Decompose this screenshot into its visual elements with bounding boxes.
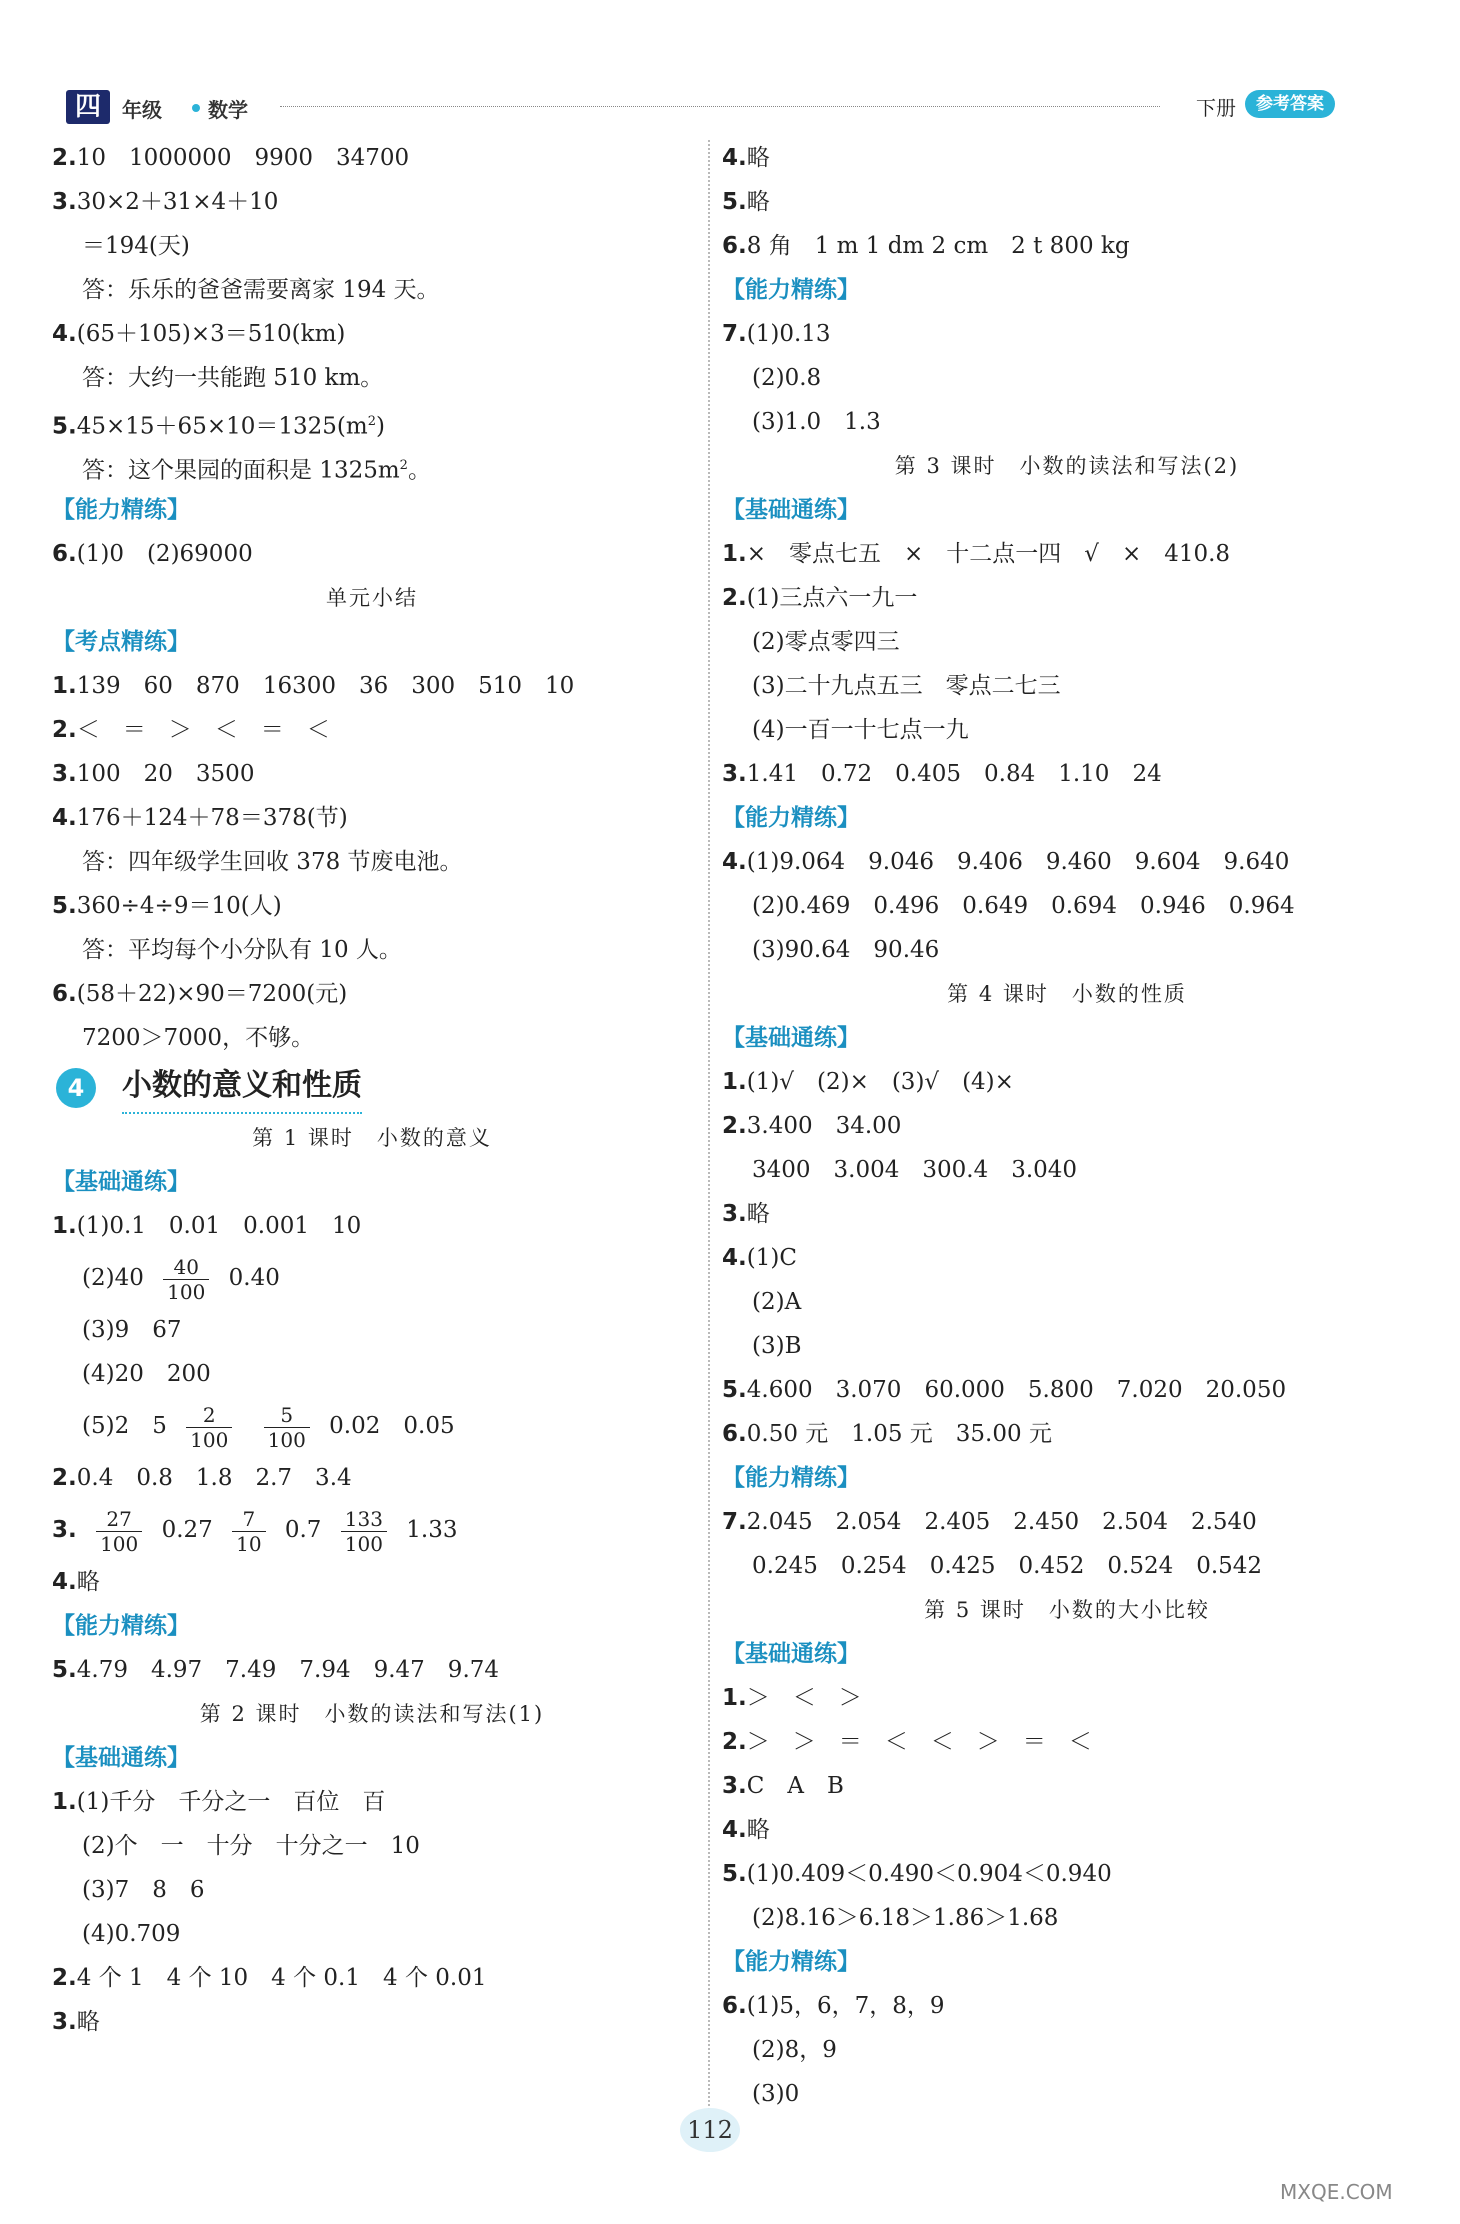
answer-line: (3)B bbox=[752, 1333, 802, 1359]
answer-text: 30×2＋31×4＋10 bbox=[76, 189, 279, 215]
numerator: 2 bbox=[186, 1403, 232, 1428]
answer-text: (58＋22)×90＝7200(元) bbox=[76, 981, 348, 1007]
answer-line: (2)个 一 十分 十分之一 10 bbox=[82, 1833, 420, 1859]
question-number: 4. bbox=[722, 1245, 747, 1271]
section-tag: 【能力精练】 bbox=[722, 1465, 860, 1491]
answer-line bbox=[52, 1648, 692, 1692]
answer-line: (2)A bbox=[752, 1289, 802, 1315]
answer-line: (4)一百一十七点一九 bbox=[752, 717, 969, 743]
answer-text: 。 bbox=[407, 457, 431, 484]
superscript: 2 bbox=[367, 414, 376, 429]
section-tag: 【能力精练】 bbox=[722, 1949, 860, 1975]
fraction bbox=[264, 1403, 310, 1452]
answer-text: C A B bbox=[746, 1773, 844, 1799]
answer-line bbox=[52, 532, 692, 576]
answer-line: (3)0 bbox=[752, 2081, 800, 2107]
fraction bbox=[96, 1507, 142, 1556]
question-number: 5. bbox=[52, 893, 77, 919]
lesson-heading: 第 4 课时 小数的性质 bbox=[947, 982, 1187, 1006]
section-tag: 【考点精练】 bbox=[52, 629, 190, 655]
question-number: 5. bbox=[722, 1861, 747, 1887]
answer-line bbox=[52, 664, 692, 708]
grade-badge: 四 bbox=[66, 90, 110, 124]
answer-line: 答：四年级学生回收 378 节废电池。 bbox=[82, 849, 463, 875]
answer-text: × 零点七五 × 十二点一四 √ × 410.8 bbox=[746, 541, 1231, 567]
numerator: 7 bbox=[232, 1507, 265, 1532]
answer-text: ＞ ＜ ＞ bbox=[746, 1685, 862, 1711]
answer-line bbox=[52, 136, 692, 180]
question-number: 4. bbox=[722, 145, 747, 171]
question-number: 1. bbox=[722, 1685, 747, 1711]
question-number: 1. bbox=[52, 673, 77, 699]
question-number: 6. bbox=[722, 233, 747, 259]
subject-label: 数学 bbox=[208, 98, 248, 122]
denominator: 100 bbox=[267, 1427, 306, 1452]
question-number: 6. bbox=[52, 981, 77, 1007]
question-number: 1. bbox=[52, 1213, 77, 1239]
question-number: 1. bbox=[722, 1069, 747, 1095]
answer-text: 略 bbox=[746, 189, 770, 215]
answer-line bbox=[52, 884, 692, 928]
denominator: 100 bbox=[167, 1279, 206, 1304]
section-tag: 【基础通练】 bbox=[722, 1025, 860, 1051]
question-number: 6. bbox=[52, 541, 77, 567]
answer-line bbox=[722, 752, 1412, 796]
unit-title bbox=[52, 1060, 692, 1116]
section-tag: 【基础通练】 bbox=[52, 1745, 190, 1771]
question-number: 3. bbox=[722, 1773, 747, 1799]
fraction bbox=[163, 1255, 209, 1304]
answer-line bbox=[52, 796, 692, 840]
answer-line bbox=[722, 1368, 1412, 1412]
section-tag: 【能力精练】 bbox=[52, 1613, 190, 1639]
answer-line bbox=[722, 1852, 1412, 1896]
answer-line: (4)20 200 bbox=[82, 1361, 211, 1387]
answer-line bbox=[722, 180, 1412, 224]
question-number: 6. bbox=[722, 1421, 747, 1447]
fraction bbox=[186, 1403, 232, 1452]
answer-line: (3)1.0 1.3 bbox=[752, 409, 881, 435]
answer-text: 45×15＋65×10＝1325(m bbox=[76, 413, 368, 440]
answer-line: 答：大约一共能跑 510 km。 bbox=[82, 365, 384, 391]
question-number: 2. bbox=[52, 145, 77, 171]
answer-text: (1)√ (2)× (3)√ (4)× bbox=[746, 1069, 1014, 1095]
answer-line: (2)8，9 bbox=[752, 2037, 837, 2063]
fraction bbox=[341, 1507, 387, 1556]
answer-text: 2.045 2.054 2.405 2.450 2.504 2.540 bbox=[746, 1509, 1257, 1535]
answer-line bbox=[52, 1204, 692, 1248]
answer-text: 略 bbox=[746, 1817, 770, 1843]
question-number: 1. bbox=[52, 1789, 77, 1815]
answer-line: (4)0.709 bbox=[82, 1921, 181, 1947]
answer-line bbox=[52, 400, 692, 444]
answer-line bbox=[52, 708, 692, 752]
answer-line bbox=[722, 1676, 1412, 1720]
answer-line bbox=[722, 1500, 1412, 1544]
question-number: 5. bbox=[722, 1377, 747, 1403]
question-number: 5. bbox=[52, 413, 77, 440]
answer-text: 1.41 0.72 0.405 0.84 1.10 24 bbox=[746, 761, 1162, 787]
question-number: 6. bbox=[722, 1993, 747, 2019]
header-divider bbox=[280, 106, 1160, 107]
left-column bbox=[52, 136, 692, 2044]
question-number: 3. bbox=[52, 189, 77, 215]
answer-text: 4 个 1 4 个 10 4 个 0.1 4 个 0.01 bbox=[76, 1965, 487, 1991]
answer-text: (1)0 (2)69000 bbox=[76, 541, 253, 567]
question-number: 2. bbox=[52, 1465, 77, 1491]
answer-line bbox=[52, 2000, 692, 2044]
grade-label: 年级 bbox=[122, 98, 162, 122]
answer-line bbox=[52, 1560, 692, 1604]
answer-line bbox=[52, 1780, 692, 1824]
question-number: 2. bbox=[722, 1729, 747, 1755]
denominator: 10 bbox=[236, 1531, 262, 1556]
question-number: 2. bbox=[722, 585, 747, 611]
question-number: 3. bbox=[52, 761, 77, 787]
section-tag: 【基础通练】 bbox=[722, 497, 860, 523]
question-number: 7. bbox=[722, 1509, 747, 1535]
answer-line bbox=[52, 312, 692, 356]
answer-text: (1)9.064 9.046 9.406 9.460 9.604 9.640 bbox=[746, 849, 1290, 875]
answer-text: 176＋124＋78＝378(节) bbox=[76, 805, 348, 831]
question-number: 5. bbox=[722, 189, 747, 215]
question-number: 4. bbox=[722, 849, 747, 875]
answer-text: 略 bbox=[746, 145, 770, 171]
answer-line: (3)二十九点五三 零点二七三 bbox=[752, 673, 1061, 699]
answer-text: 4.79 4.97 7.49 7.94 9.47 9.74 bbox=[76, 1657, 500, 1683]
answer-text: 略 bbox=[76, 2009, 100, 2035]
answer-line: 7200＞7000，不够。 bbox=[82, 1025, 315, 1051]
answer-text: 0.7 bbox=[284, 1517, 322, 1543]
answer-text: ) bbox=[375, 413, 385, 440]
answer-text: 139 60 870 16300 36 300 510 10 bbox=[76, 673, 575, 699]
denominator: 100 bbox=[190, 1427, 229, 1452]
separator-dot-icon bbox=[192, 104, 200, 112]
numerator: 40 bbox=[163, 1255, 209, 1280]
answer-line bbox=[52, 1456, 692, 1500]
answer-text: 略 bbox=[746, 1201, 770, 1227]
watermark: MXQE.COM bbox=[1280, 2180, 1393, 2204]
answer-line: (2)0.8 bbox=[752, 365, 822, 391]
question-number: 2. bbox=[52, 1965, 77, 1991]
section-tag: 【基础通练】 bbox=[722, 1641, 860, 1667]
answer-line: (3)90.64 90.46 bbox=[752, 937, 940, 963]
answer-line bbox=[52, 1396, 692, 1456]
answer-text: 3.400 34.00 bbox=[746, 1113, 902, 1139]
lesson-heading: 第 3 课时 小数的读法和写法(2) bbox=[894, 454, 1240, 478]
answer-text: 10 1000000 9900 34700 bbox=[76, 145, 410, 171]
question-number: 4. bbox=[52, 1569, 77, 1595]
answer-text: (1)5，6，7，8，9 bbox=[746, 1993, 945, 2019]
answer-line bbox=[52, 1500, 692, 1560]
answer-line bbox=[722, 224, 1412, 268]
answer-line bbox=[722, 136, 1412, 180]
answer-line bbox=[722, 532, 1412, 576]
page-number: 112 bbox=[680, 2108, 740, 2152]
section-tag: 【基础通练】 bbox=[52, 1169, 190, 1195]
answer-text: 0.50 元 1.05 元 35.00 元 bbox=[746, 1421, 1052, 1447]
lesson-heading: 第 5 课时 小数的大小比较 bbox=[924, 1598, 1210, 1622]
answer-line bbox=[722, 1060, 1412, 1104]
section-heading: 单元小结 bbox=[326, 586, 418, 610]
answer-text: 1.33 bbox=[406, 1517, 458, 1543]
numerator: 133 bbox=[341, 1507, 387, 1532]
answer-text: 0.27 bbox=[161, 1517, 213, 1543]
page-header bbox=[40, 88, 1340, 124]
answer-line: (3)7 8 6 bbox=[82, 1877, 205, 1903]
answer-line bbox=[722, 1104, 1412, 1148]
answer-line bbox=[722, 1808, 1412, 1852]
answer-text: 答：这个果园的面积是 1325m bbox=[82, 457, 400, 484]
question-number: 7. bbox=[722, 321, 747, 347]
answer-text: 0.02 0.05 bbox=[329, 1413, 455, 1439]
answer-line bbox=[722, 576, 1412, 620]
answer-line bbox=[722, 312, 1412, 356]
answer-text: (1)0.1 0.01 0.001 10 bbox=[76, 1213, 362, 1239]
question-number: 4. bbox=[52, 805, 77, 831]
answer-text: 100 20 3500 bbox=[76, 761, 255, 787]
denominator: 100 bbox=[100, 1531, 139, 1556]
lesson-heading: 第 1 课时 小数的意义 bbox=[252, 1126, 492, 1150]
answer-text: 略 bbox=[76, 1569, 100, 1595]
unit-number-badge: 4 bbox=[56, 1068, 96, 1108]
question-number: 2. bbox=[52, 717, 77, 743]
answer-text: 4.600 3.070 60.000 5.800 7.020 20.050 bbox=[746, 1377, 1287, 1403]
numerator: 5 bbox=[264, 1403, 310, 1428]
question-number: 2. bbox=[722, 1113, 747, 1139]
section-tag: 【能力精练】 bbox=[722, 277, 860, 303]
right-column bbox=[722, 136, 1412, 2116]
question-number: 5. bbox=[52, 1657, 77, 1683]
column-divider bbox=[708, 140, 710, 2130]
answer-text: (5)2 5 bbox=[82, 1413, 167, 1439]
question-number: 3. bbox=[52, 1517, 77, 1543]
superscript: 2 bbox=[399, 458, 408, 473]
answer-text: 360÷4÷9＝10(人) bbox=[76, 893, 282, 919]
answer-text: ＜ ＝ ＞ ＜ ＝ ＜ bbox=[76, 717, 330, 743]
answer-line: 答：乐乐的爸爸需要离家 194 天。 bbox=[82, 277, 440, 303]
answer-line bbox=[52, 1248, 692, 1308]
answer-text: (2)40 bbox=[82, 1265, 144, 1291]
answer-line: 3400 3.004 300.4 3.040 bbox=[752, 1157, 1078, 1183]
answer-text: (1)C bbox=[746, 1245, 797, 1271]
answer-text: 0.40 bbox=[228, 1265, 280, 1291]
question-number: 1. bbox=[722, 541, 747, 567]
answer-line bbox=[722, 1764, 1412, 1808]
question-number: 3. bbox=[52, 2009, 77, 2035]
answer-key-badge: 参考答案 bbox=[1245, 90, 1335, 118]
answer-text: 0.4 0.8 1.8 2.7 3.4 bbox=[76, 1465, 352, 1491]
answer-text: 8 角 1 m 1 dm 2 cm 2 t 800 kg bbox=[746, 233, 1130, 259]
answer-text: (1)千分 千分之一 百位 百 bbox=[76, 1789, 386, 1815]
answer-line bbox=[722, 1236, 1412, 1280]
question-number: 3. bbox=[722, 761, 747, 787]
fraction bbox=[232, 1507, 265, 1556]
answer-line: (2)0.469 0.496 0.649 0.694 0.946 0.964 bbox=[752, 893, 1295, 919]
question-number: 4. bbox=[722, 1817, 747, 1843]
answer-line bbox=[722, 1412, 1412, 1456]
answer-line: 答：平均每个小分队有 10 人。 bbox=[82, 937, 402, 963]
answer-line bbox=[722, 1720, 1412, 1764]
answer-line bbox=[52, 444, 692, 488]
lesson-heading: 第 2 课时 小数的读法和写法(1) bbox=[199, 1702, 545, 1726]
question-number: 4. bbox=[52, 321, 77, 347]
answer-text: (1)三点六一九一 bbox=[746, 585, 918, 611]
numerator: 27 bbox=[96, 1507, 142, 1532]
volume-label: 下册 bbox=[1196, 96, 1236, 120]
answer-line bbox=[52, 972, 692, 1016]
answer-text: ＞ ＞ ＝ ＜ ＜ ＞ ＝ ＜ bbox=[746, 1729, 1092, 1755]
section-tag: 【能力精练】 bbox=[722, 805, 860, 831]
answer-text: (65＋105)×3＝510(km) bbox=[76, 321, 346, 347]
answer-line bbox=[52, 752, 692, 796]
answer-text: (1)0.13 bbox=[746, 321, 831, 347]
answer-line bbox=[52, 180, 692, 224]
answer-line bbox=[722, 1984, 1412, 2028]
answer-line bbox=[52, 1956, 692, 2000]
answer-text: (1)0.409＜0.490＜0.904＜0.940 bbox=[746, 1861, 1112, 1887]
unit-heading: 小数的意义和性质 bbox=[122, 1060, 362, 1114]
answer-line bbox=[722, 840, 1412, 884]
answer-line: (2)零点零四三 bbox=[752, 629, 900, 655]
answer-line: (2)8.16＞6.18＞1.86＞1.68 bbox=[752, 1905, 1059, 1931]
section-tag: 【能力精练】 bbox=[52, 497, 190, 523]
denominator: 100 bbox=[344, 1531, 383, 1556]
answer-line: ＝194(天) bbox=[82, 233, 190, 259]
answer-line bbox=[722, 1192, 1412, 1236]
answer-line: (3)9 67 bbox=[82, 1317, 182, 1343]
answer-line: 0.245 0.254 0.425 0.452 0.524 0.542 bbox=[752, 1553, 1263, 1579]
question-number: 3. bbox=[722, 1201, 747, 1227]
